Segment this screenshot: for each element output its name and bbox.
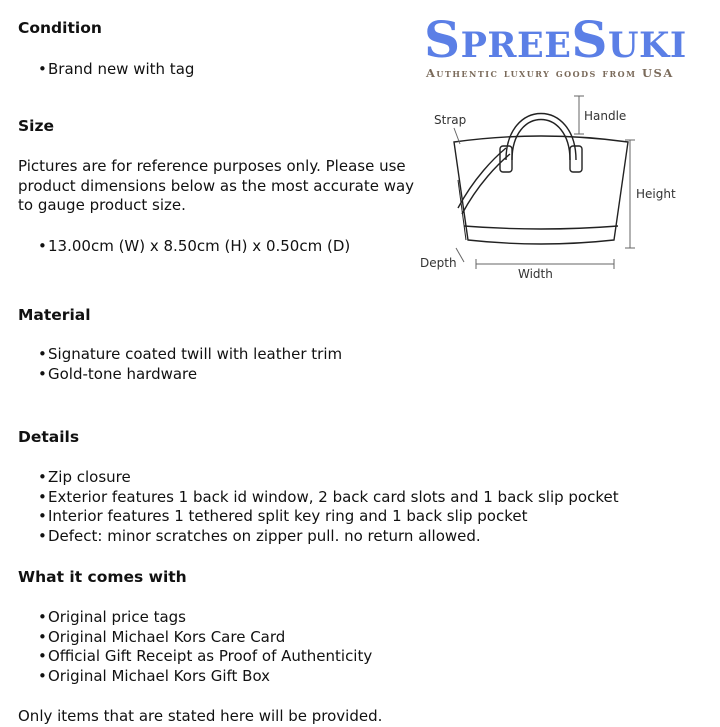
bag-strap [458,148,506,208]
section-heading-details: Details [18,428,80,446]
label-handle: Handle [584,109,627,123]
label-width: Width [518,267,553,281]
label-height: Height [636,187,676,201]
label-depth: Depth [420,256,457,270]
list-item: • 13.00cm (W) x 8.50cm (H) x 0.50cm (D) [40,237,350,257]
list-item: • Official Gift Receipt as Proof of Authenticity [40,647,372,667]
material-list [40,345,342,384]
section-heading-condition: Condition [18,19,102,37]
section-heading-comes-with: What it comes with [18,568,187,586]
list-item: • Signature coated twill with leather trim [40,345,342,365]
list-item: • Gold-tone hardware [40,365,342,385]
list-item: • Interior features 1 tethered split key ring and 1 back slip pocket [40,507,619,527]
label-strap: Strap [434,113,467,127]
comes-with-list [40,608,372,686]
list-item: • Defect: minor scratches on zipper pull. no return allowed. [40,527,619,547]
condition-list [40,60,194,80]
list-item: • Original Michael Kors Care Card [40,628,372,648]
list-item: • Original Michael Kors Gift Box [40,667,372,687]
size-note: Pictures are for reference purposes only. Please use product dimensions below as the most accurate way to gauge product size. [18,157,415,214]
brand-tagline: Authentic luxury goods from USA [426,66,674,80]
section-heading-size: Size [18,117,55,135]
comes-with-footer: Only items that are stated here will be provided. [18,707,383,725]
list-item: • Brand new with tag [40,60,194,80]
size-list [40,237,350,257]
brand-logo [424,8,720,86]
list-item: • Exterior features 1 back id window, 2 back card slots and 1 back slip pocket [40,488,619,508]
list-item: • Zip closure [40,468,619,488]
brand-name: SpreeSuki [424,10,687,69]
details-list [40,468,619,546]
list-item: • Original price tags [40,608,372,628]
bag-dimension-diagram [414,88,704,288]
section-heading-material: Material [18,306,91,324]
